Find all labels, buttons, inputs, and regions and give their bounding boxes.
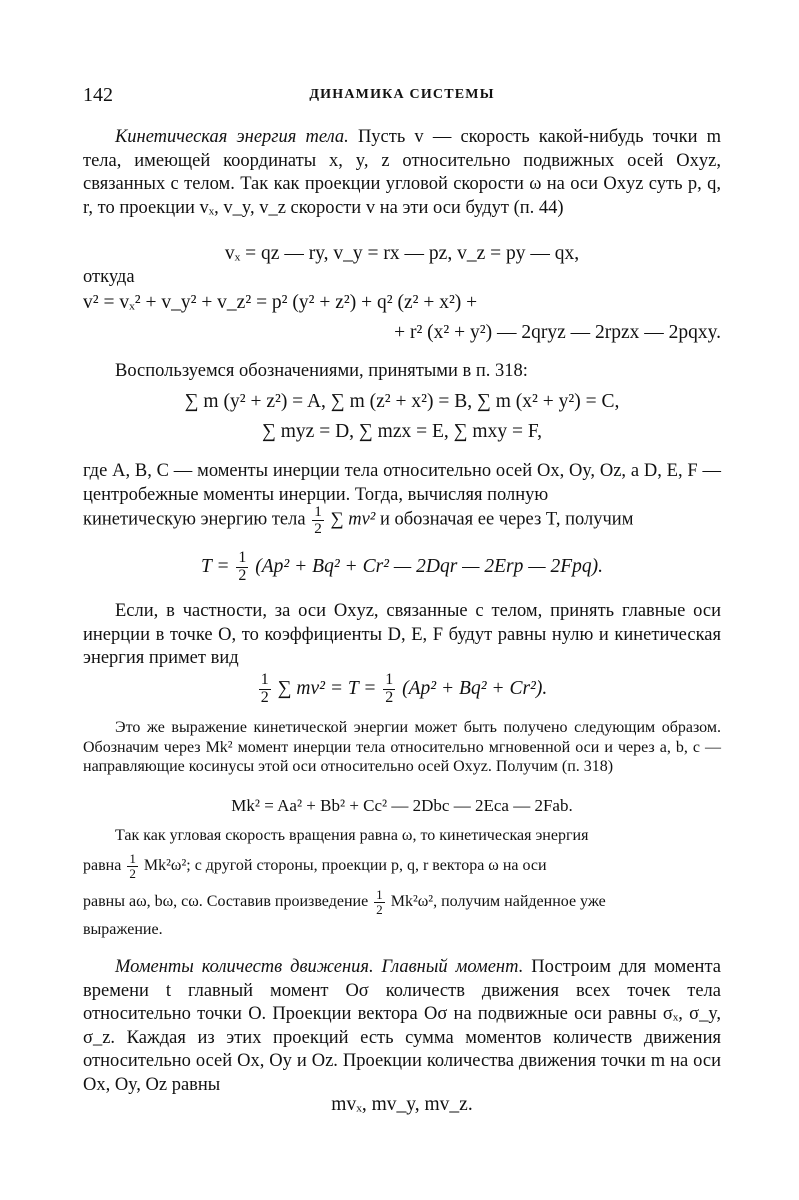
page-header <box>83 84 721 108</box>
paragraph-angular-velocity-line3: равны aω, bω, cω. Составив произведение $\frac{1}{2}$ Mk²ω², получим найденное уже <box>83 887 606 917</box>
equation-velocity-projections: vₓ = qz — ry, v_y = rx — pz, v_z = py — qx, <box>224 243 580 264</box>
fraction-one-half: $\frac{1}{2}$ <box>238 549 247 584</box>
paragraph-moments-definition: где A, B, C — моменты инерции тела относительно осей Ox, Oy, Oz, а D, E, F — центробежные моменты инерции. Тогда, вычисляя полную <box>83 461 721 505</box>
fraction-one-half: $\frac{1}{2}$ <box>260 671 269 706</box>
paragraph-text: и обозначая ее через T, получим <box>379 509 634 530</box>
paragraph-angular-velocity-line1: Так как угловая скорость вращения равна ω, то кинетическая энергия <box>115 827 589 844</box>
section-heading-kinetic-energy: Кинетическая энергия тела. <box>115 127 349 147</box>
equation-kinetic-energy-general: T = $\frac{1}{2}$ (Ap² + Bq² + Cr² — 2Dqr — 2Erp — 2Fpq). <box>200 549 603 584</box>
paragraph-principal-axes: Если, в частности, за оси Oxyz, связанные с телом, принять главные оси инерции в точке O, то коэффициенты D, E, F будут равны нулю и кинетическая энергия примет вид <box>83 601 721 668</box>
equation-momentum-projections: mvₓ, mv_y, mv_z. <box>331 1094 473 1115</box>
fraction-one-half: $\frac{1}{2}$ <box>314 503 322 537</box>
paragraph-alternative-derivation: Это же выражение кинетической энергии может быть получено следующим образом. Обозначим через Mk² момент инерции тела относительно мгновенной оси и через a, b, c — направляющие косинусы этой оси относительно осей Oxyz. Получим (п. 318) <box>83 719 721 775</box>
paragraph-angular-velocity-line4: выражение. <box>83 921 163 938</box>
running-title: ДИНАМИКА СИСТЕМЫ <box>309 87 495 102</box>
equation-centrifugal-moments: ∑ myz = D, ∑ mzx = E, ∑ mxy = F, <box>261 421 543 442</box>
equation-v-squared-line1: v² = vₓ² + v_y² + v_z² = p² (y² + z²) + q² (z² + x²) + <box>83 292 478 313</box>
fraction-one-half: $\frac{1}{2}$ <box>129 851 136 881</box>
section-heading-angular-momentum: Моменты количеств движения. Главный момент. <box>115 957 524 977</box>
equation-kinetic-energy-principal: $\frac{1}{2}$ ∑ mv² = T = $\frac{1}{2}$ (Ap² + Bq² + Cr²). <box>260 671 548 706</box>
paragraph-angular-momentum <box>83 956 721 1097</box>
word-otkuda: откуда <box>83 267 135 287</box>
paragraph-notation: Воспользуемся обозначениями, принятыми в п. 318: <box>115 361 528 381</box>
equation-inertia-moments: ∑ m (y² + z²) = A, ∑ m (z² + x²) = B, ∑ m (x² + y²) = C, <box>184 391 620 412</box>
paragraph-text: кинетическую энергию тела <box>83 509 306 530</box>
fraction-one-half: $\frac{1}{2}$ <box>385 671 394 706</box>
page-number: 142 <box>83 84 113 106</box>
paragraph-total-kinetic-energy <box>83 504 721 537</box>
sum-mv-squared: ∑ mv² <box>330 509 376 530</box>
paragraph-kinetic-energy <box>83 126 721 220</box>
paragraph-angular-velocity-line2: равна $\frac{1}{2}$ Mk²ω²; с другой стороны, проекции p, q, r вектора ω на оси <box>83 851 547 881</box>
paragraph-text: Пусть v — скорость какой-нибудь точки m тела, имеющей координаты x, y, z относительно подвижных осей Oxyz, связанных с телом. Так как проекции угловой скорости ω на оси Oxyz суть p, q, r, то проекции vₓ, v_y, v_z скорости v на эти оси будут (п. 44) <box>83 127 722 218</box>
equation-v-squared-line2: + r² (x² + y²) — 2qryz — 2rpzx — 2pqxy. <box>394 322 721 343</box>
paragraph-text: Построим для момента времени t главный момент Oσ количеств движения всех точек тела относительно точки O. Проекции вектора Oσ на подвижные оси равны σₓ, σ_y, σ_z. Каждая из этих проекций есть сумма моментов количеств движения относительно осей Ox, Oy и Oz. Проекции количества движения точки m на оси Ox, Oy, Oz равны <box>83 957 721 1095</box>
fraction-one-half: $\frac{1}{2}$ <box>376 887 383 917</box>
equation-mk-squared: Mk² = Aa² + Bb² + Cc² — 2Dbc — 2Eca — 2Fab. <box>231 796 573 815</box>
